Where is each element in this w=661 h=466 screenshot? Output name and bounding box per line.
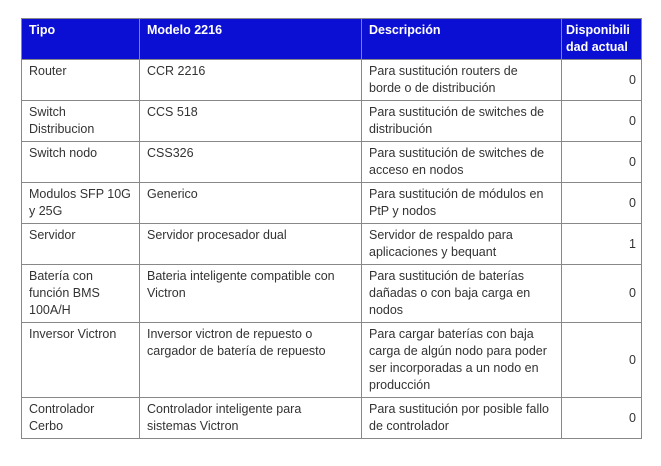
cell-descripcion: Para cargar baterías con baja carga de algún nodo para poder ser incorporadas a un nodo en producción (362, 323, 562, 398)
cell-modelo: Generico (140, 183, 362, 224)
cell-descripcion: Para sustitución de módulos en PtP y nodos (362, 183, 562, 224)
table-body (22, 60, 642, 439)
cell-disponibilidad: 1 (562, 224, 642, 265)
cell-tipo: Switch nodo (22, 142, 140, 183)
cell-descripcion: Para sustitución de switches de distribución (362, 101, 562, 142)
table-row (22, 60, 642, 101)
cell-disponibilidad: 0 (562, 101, 642, 142)
table-row (22, 224, 642, 265)
cell-tipo: Modulos SFP 10G y 25G (22, 183, 140, 224)
cell-descripcion: Para sustitución de baterías dañadas o con baja carga en nodos (362, 265, 562, 323)
table-row (22, 142, 642, 183)
cell-tipo: Servidor (22, 224, 140, 265)
table-row (22, 183, 642, 224)
cell-disponibilidad: 0 (562, 183, 642, 224)
cell-descripcion: Para sustitución de switches de acceso en nodos (362, 142, 562, 183)
inventory-table (21, 18, 642, 439)
cell-modelo: Controlador inteligente para sistemas Victron (140, 398, 362, 439)
cell-disponibilidad: 0 (562, 60, 642, 101)
table-row (22, 101, 642, 142)
cell-tipo: Controlador Cerbo (22, 398, 140, 439)
header-descripcion: Descripción (362, 19, 562, 60)
cell-tipo: Batería con función BMS 100A/H (22, 265, 140, 323)
cell-tipo: Router (22, 60, 140, 101)
cell-descripcion: Servidor de respaldo para aplicaciones y bequant (362, 224, 562, 265)
header-modelo: Modelo 2216 (140, 19, 362, 60)
cell-disponibilidad: 0 (562, 265, 642, 323)
table-row (22, 265, 642, 323)
cell-modelo: CCS 518 (140, 101, 362, 142)
table-row (22, 323, 642, 398)
cell-disponibilidad: 0 (562, 398, 642, 439)
table-row (22, 398, 642, 439)
cell-modelo: CCR 2216 (140, 60, 362, 101)
cell-disponibilidad: 0 (562, 142, 642, 183)
cell-modelo: Bateria inteligente compatible con Victron (140, 265, 362, 323)
cell-tipo: Switch Distribucion (22, 101, 140, 142)
cell-tipo: Inversor Victron (22, 323, 140, 398)
cell-modelo: CSS326 (140, 142, 362, 183)
cell-modelo: Servidor procesador dual (140, 224, 362, 265)
header-disponibilidad: Disponibilidad actual (562, 19, 642, 60)
cell-modelo: Inversor victron de repuesto o cargador de batería de repuesto (140, 323, 362, 398)
table-header (22, 19, 642, 60)
cell-descripcion: Para sustitución routers de borde o de distribución (362, 60, 562, 101)
cell-descripcion: Para sustitución por posible fallo de controlador (362, 398, 562, 439)
header-tipo: Tipo (22, 19, 140, 60)
cell-disponibilidad: 0 (562, 323, 642, 398)
header-row (22, 19, 642, 60)
inventory-table-container (21, 18, 642, 439)
